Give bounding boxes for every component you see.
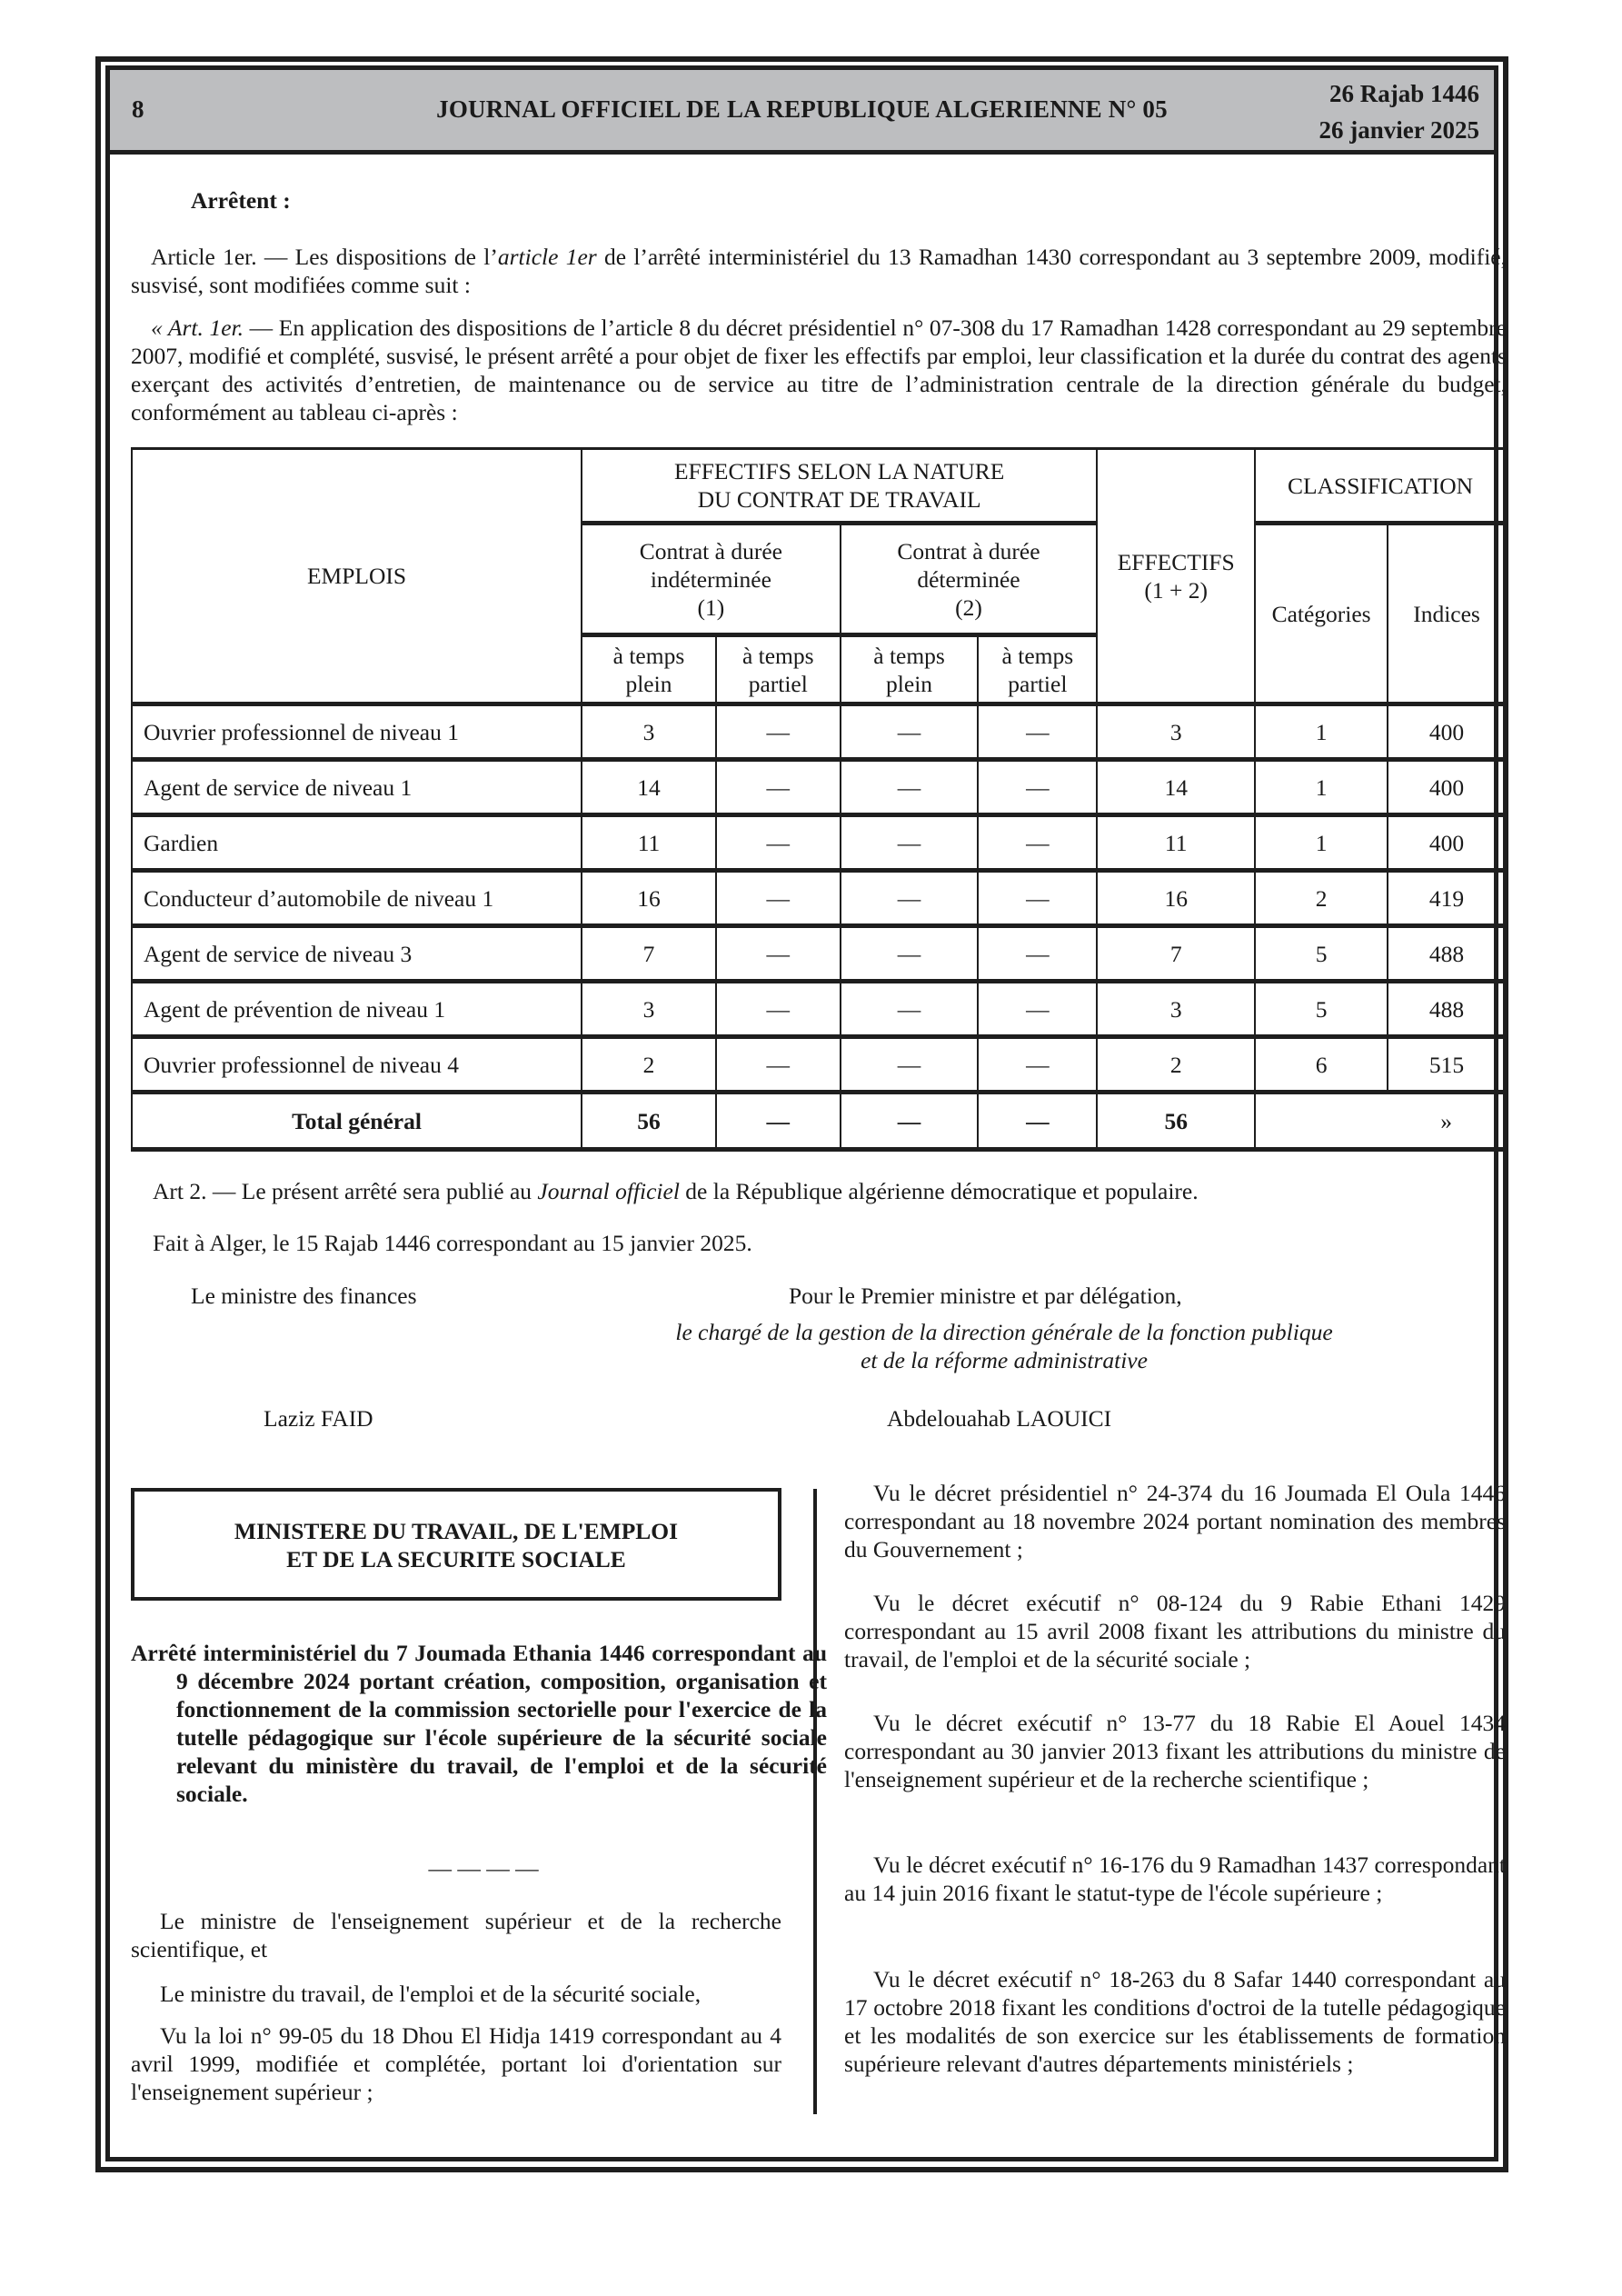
header-effectifs-total — [1097, 449, 1255, 704]
header-cdi-temps-plein-line1: à temps — [612, 642, 685, 669]
cell-total-cdd-partiel: — — [978, 1093, 1097, 1150]
header-classification: CLASSIFICATION — [1255, 449, 1506, 524]
header-effectifs-nature-line2: DU CONTRAT DE TRAVAIL — [697, 486, 981, 513]
article-2-paragraph — [153, 1177, 1199, 1205]
cell-cdi-plein: 14 — [582, 760, 716, 815]
table-row — [132, 871, 1506, 926]
cell-effectifs: 2 — [1097, 1037, 1255, 1093]
signatory-left-title: Le ministre des finances — [191, 1283, 417, 1309]
cell-total-label: Total général — [132, 1093, 582, 1150]
cell-cdd-plein: — — [841, 1037, 979, 1093]
cell-total-effectifs: 56 — [1097, 1093, 1255, 1150]
header-cdd-temps-plein-line2: plein — [886, 670, 933, 697]
cell-total-cdi-plein: 56 — [582, 1093, 716, 1150]
header-cdd-line1: Contrat à durée — [897, 537, 1040, 564]
cell-cdd-plein: — — [841, 760, 979, 815]
header-cdd-line3: (2) — [955, 594, 982, 621]
cell-emploi: Gardien — [132, 815, 582, 871]
header-cdd-line2: déterminée — [917, 565, 1020, 593]
article-1-paragraph — [131, 243, 1507, 299]
table-row — [132, 926, 1506, 982]
cell-cdi-plein: 2 — [582, 1037, 716, 1093]
cell-indice: 488 — [1388, 982, 1506, 1037]
left-paragraph: Le ministre de l'enseignement supérieur et de la recherche scientifique, et — [131, 1908, 781, 1962]
signatory-right-subtitle-1: le chargé de la gestion de la direction générale de la fonction publique — [675, 1319, 1333, 1345]
cell-emploi: Conducteur d’automobile de niveau 1 — [132, 871, 582, 926]
header-cdi-line2: indéterminée — [650, 565, 771, 593]
header-cdi-temps-partiel — [716, 635, 841, 704]
cell-categorie: 6 — [1255, 1037, 1388, 1093]
cell-cdd-partiel: — — [978, 982, 1097, 1037]
header-categories: Catégories — [1255, 524, 1388, 704]
header-cdd-temps-plein — [841, 635, 979, 704]
header-indices: Indices — [1388, 524, 1506, 704]
table-row — [132, 760, 1506, 815]
cell-cdd-plein: — — [841, 982, 979, 1037]
article-1-text-a: Article 1er. — Les dispositions de l’ — [151, 244, 498, 270]
header-cdi-line3: (1) — [697, 594, 725, 621]
header-emplois: EMPLOIS — [132, 449, 582, 704]
cell-cdd-plein: — — [841, 815, 979, 871]
cell-total-cdd-plein: — — [841, 1093, 979, 1150]
header-effectifs-total-line2: (1 + 2) — [1144, 576, 1209, 604]
signatory-right-subtitle-2: et de la réforme administrative — [861, 1347, 1148, 1373]
article-1-quoted-paragraph — [131, 314, 1507, 426]
cell-categorie: 2 — [1255, 871, 1388, 926]
art-1-quote-label: « Art. 1er. — [151, 314, 244, 341]
cell-effectifs: 3 — [1097, 704, 1255, 760]
journal-header — [110, 70, 1494, 155]
header-cdi — [582, 524, 841, 635]
signatory-right-name: Abdelouahab LAOUICI — [887, 1405, 1112, 1432]
cell-cdd-plein: — — [841, 926, 979, 982]
cell-total-classification: » — [1255, 1093, 1506, 1150]
cell-effectifs: 3 — [1097, 982, 1255, 1037]
cell-cdi-partiel: — — [716, 871, 841, 926]
fait-a-alger: Fait à Alger, le 15 Rajab 1446 correspondant au 15 janvier 2025. — [153, 1230, 752, 1256]
article-1-text-b: de l’arrêté interministériel du 13 Ramadhan 1430 correspondant au 3 septembre 2009, modifié, susvisé, sont modifiées comme suit : — [131, 244, 1508, 298]
cell-emploi: Agent de prévention de niveau 1 — [132, 982, 582, 1037]
cell-categorie: 1 — [1255, 704, 1388, 760]
header-cdi-temps-plein — [582, 635, 716, 704]
cell-effectifs: 7 — [1097, 926, 1255, 982]
header-effectifs-total-line1: EFFECTIFS — [1117, 548, 1235, 575]
issue-date — [1319, 75, 1480, 148]
title-separator: — — — — — [428, 1855, 539, 1882]
header-cdd-temps-partiel — [978, 635, 1097, 704]
cell-cdd-partiel: — — [978, 926, 1097, 982]
cell-cdi-plein: 11 — [582, 815, 716, 871]
cell-cdi-plein: 7 — [582, 926, 716, 982]
cell-categorie: 1 — [1255, 760, 1388, 815]
cell-indice: 400 — [1388, 815, 1506, 871]
article-1-text-italic: article 1er — [497, 244, 597, 270]
cell-cdd-partiel: — — [978, 871, 1097, 926]
cell-cdd-partiel: — — [978, 815, 1097, 871]
header-cdi-temps-plein-line2: plein — [625, 670, 672, 697]
header-effectifs-nature — [582, 449, 1097, 524]
arretent-heading: Arrêtent : — [191, 187, 291, 214]
journal-title: JOURNAL OFFICIEL DE LA REPUBLIQUE ALGERIENNE N° 05 — [436, 95, 1168, 123]
cell-cdi-plein: 3 — [582, 982, 716, 1037]
cell-indice: 400 — [1388, 704, 1506, 760]
cell-emploi: Agent de service de niveau 1 — [132, 760, 582, 815]
cell-effectifs: 11 — [1097, 815, 1255, 871]
ministry-heading-line2: ET DE LA SECURITE SOCIALE — [286, 1546, 626, 1572]
table-total-row — [132, 1093, 1506, 1150]
cell-cdd-plein: — — [841, 704, 979, 760]
right-paragraph: Vu le décret exécutif n° 08-124 du 9 Rabie Ethani 1429 correspondant au 15 avril 2008 fixant les attributions du ministre du travail, de l'emploi et de la sécurité sociale ; — [844, 1590, 1506, 1672]
ministry-heading-box — [131, 1488, 781, 1601]
cell-cdi-plein: 16 — [582, 871, 716, 926]
cell-indice: 400 — [1388, 760, 1506, 815]
cell-cdi-partiel: — — [716, 760, 841, 815]
header-cdi-temps-partiel-line2: partiel — [748, 670, 808, 697]
cell-categorie: 5 — [1255, 926, 1388, 982]
left-paragraph: Vu la loi n° 99-05 du 18 Dhou El Hidja 1419 correspondant au 4 avril 1999, modifiée et complétée, portant loi d'orientation sur l'enseignement supérieur ; — [131, 2022, 781, 2105]
cell-total-cdi-partiel: — — [716, 1093, 841, 1150]
issue-date-hijri: 26 Rajab 1446 — [1328, 80, 1479, 107]
cell-cdi-partiel: — — [716, 704, 841, 760]
cell-indice: 419 — [1388, 871, 1506, 926]
header-effectifs-nature-line1: EFFECTIFS SELON LA NATURE — [673, 458, 1005, 484]
cell-cdi-partiel: — — [716, 926, 841, 982]
header-cdd — [841, 524, 1098, 635]
right-paragraph: Vu le décret présidentiel n° 24-374 du 16 Joumada El Oula 1446 correspondant au 18 novembre 2024 portant nomination des membres du Gouvernement ; — [844, 1480, 1506, 1562]
signatory-right-title: Pour le Premier ministre et par délégation, — [789, 1283, 1182, 1309]
header-cdd-temps-partiel-line1: à temps — [1001, 642, 1074, 669]
issue-date-gregorian: 26 janvier 2025 — [1318, 116, 1479, 144]
right-paragraph: Vu le décret exécutif n° 16-176 du 9 Ramadhan 1437 correspondant au 14 juin 2016 fixant le statut-type de l'école supérieure ; — [844, 1852, 1506, 1906]
cell-categorie: 5 — [1255, 982, 1388, 1037]
arrete-title: Arrêté interministériel du 7 Joumada Ethania 1446 correspondant au 9 décembre 2024 portant création, composition, organisation et fonctionnement de la commission sectorielle pour l'exercice de la tutelle pédagogique sur l'école supérieure de la sécurité sociale relevant du ministère du travail, de l'emploi et de la sécurité sociale. — [131, 1640, 827, 1807]
cell-emploi: Ouvrier professionnel de niveau 4 — [132, 1037, 582, 1093]
left-paragraph: Le ministre du travail, de l'emploi et de la sécurité sociale, — [160, 1981, 702, 2007]
cell-cdi-partiel: — — [716, 1037, 841, 1093]
table-row — [132, 982, 1506, 1037]
cell-cdd-partiel: — — [978, 1037, 1097, 1093]
article-2-text-italic: Journal officiel — [537, 1178, 680, 1204]
cell-indice: 488 — [1388, 926, 1506, 982]
article-2-text-b: de la République algérienne démocratique et populaire. — [679, 1178, 1199, 1204]
page-number: 8 — [132, 95, 144, 123]
table-row — [132, 704, 1506, 760]
cell-indice: 515 — [1388, 1037, 1506, 1093]
header-cdi-line1: Contrat à durée — [639, 537, 782, 564]
table-row — [132, 815, 1506, 871]
cell-categorie: 1 — [1255, 815, 1388, 871]
cell-emploi: Ouvrier professionnel de niveau 1 — [132, 704, 582, 760]
table-row — [132, 1037, 1506, 1093]
right-paragraph: Vu le décret exécutif n° 13-77 du 18 Rabie El Aouel 1434 correspondant au 30 janvier 2013 fixant les attributions du ministre de l'enseignement supérieur et de la recherche scientifique ; — [844, 1710, 1506, 1792]
header-cdi-temps-partiel-line1: à temps — [741, 642, 814, 669]
cell-effectifs: 14 — [1097, 760, 1255, 815]
cell-cdd-partiel: — — [978, 760, 1097, 815]
cell-emploi: Agent de service de niveau 3 — [132, 926, 582, 982]
effectifs-table — [131, 447, 1507, 1152]
article-2-text-a: Art 2. — Le présent arrêté sera publié au — [153, 1178, 538, 1204]
cell-cdd-partiel: — — [978, 704, 1097, 760]
right-paragraph: Vu le décret exécutif n° 18-263 du 8 Safar 1440 correspondant au 17 octobre 2018 fixant les conditions d'octroi de la tutelle pédagogique et les modalités de son exercice sur les établissements de formation supérieure relevant d'autres départements ministériels ; — [844, 1966, 1506, 2077]
cell-effectifs: 16 — [1097, 871, 1255, 926]
art-1-quote-text: — En application des dispositions de l’article 8 du décret présidentiel n° 07-308 du 17 Ramadhan 1428 correspondant au 29 septembre 2007, modifié et complété, susvisé, le présent arrêté a pour objet de fixer les effectifs par emploi, leur classification et la durée du contrat des agents exerçant des activités d’entretien, de maintenance ou de service au titre de l’administration centrale de la direction générale du budget, conformément au tableau ci-après : — [131, 314, 1507, 425]
cell-cdi-partiel: — — [716, 982, 841, 1037]
cell-cdd-plein: — — [841, 871, 979, 926]
cell-cdi-partiel: — — [716, 815, 841, 871]
signatory-left-name: Laziz FAID — [264, 1405, 373, 1432]
ministry-heading-line1: MINISTERE DU TRAVAIL, DE L'EMPLOI — [234, 1518, 679, 1544]
cell-cdi-plein: 3 — [582, 704, 716, 760]
header-cdd-temps-plein-line1: à temps — [873, 642, 945, 669]
header-cdd-temps-partiel-line2: partiel — [1008, 670, 1068, 697]
